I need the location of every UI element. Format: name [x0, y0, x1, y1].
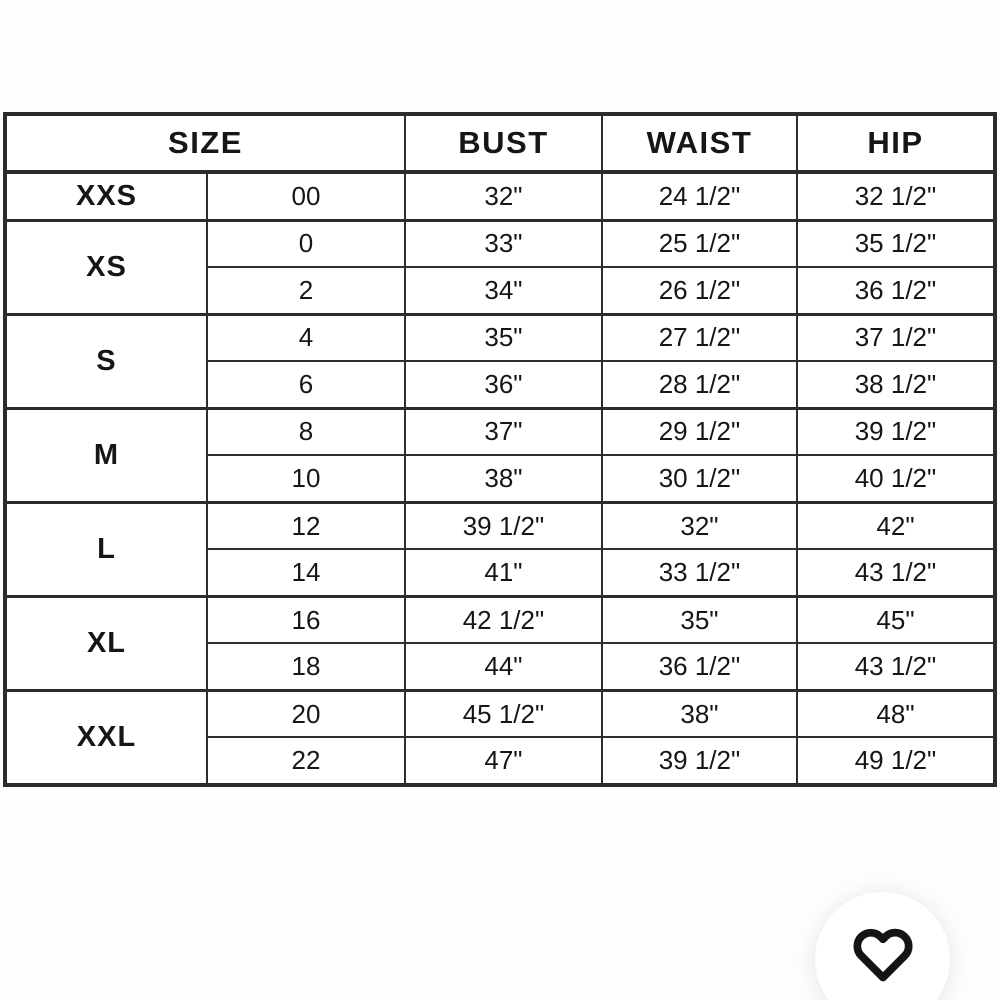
cell-hip: 37 1/2"	[797, 314, 995, 361]
heart-icon	[852, 924, 914, 986]
cell-size-number: 10	[207, 455, 405, 502]
size-row-m-8	[5, 408, 995, 455]
column-header-waist: WAIST	[602, 114, 797, 172]
cell-hip: 42"	[797, 502, 995, 549]
cell-bust: 34"	[405, 267, 602, 314]
cell-bust: 42 1/2"	[405, 596, 602, 643]
cell-waist: 27 1/2"	[602, 314, 797, 361]
cell-waist: 38"	[602, 690, 797, 737]
cell-bust: 38"	[405, 455, 602, 502]
cell-hip: 38 1/2"	[797, 361, 995, 408]
size-row-xxl-20	[5, 690, 995, 737]
column-header-hip: HIP	[797, 114, 995, 172]
size-group-label: M	[5, 408, 207, 502]
cell-hip: 48"	[797, 690, 995, 737]
cell-bust: 33"	[405, 220, 602, 267]
column-header-size: SIZE	[5, 114, 405, 172]
cell-size-number: 20	[207, 690, 405, 737]
cell-hip: 35 1/2"	[797, 220, 995, 267]
cell-waist: 24 1/2"	[602, 172, 797, 220]
size-group-label: XL	[5, 596, 207, 690]
cell-bust: 36"	[405, 361, 602, 408]
cell-hip: 32 1/2"	[797, 172, 995, 220]
size-group-label: L	[5, 502, 207, 596]
cell-size-number: 18	[207, 643, 405, 690]
cell-size-number: 8	[207, 408, 405, 455]
cell-size-number: 6	[207, 361, 405, 408]
cell-size-number: 16	[207, 596, 405, 643]
cell-waist: 29 1/2"	[602, 408, 797, 455]
cell-size-number: 4	[207, 314, 405, 361]
size-group-label: XXL	[5, 690, 207, 785]
cell-waist: 36 1/2"	[602, 643, 797, 690]
cell-size-number: 14	[207, 549, 405, 596]
favorite-button[interactable]	[815, 892, 950, 1000]
cell-waist: 32"	[602, 502, 797, 549]
cell-bust: 44"	[405, 643, 602, 690]
cell-waist: 33 1/2"	[602, 549, 797, 596]
cell-bust: 41"	[405, 549, 602, 596]
cell-waist: 28 1/2"	[602, 361, 797, 408]
cell-size-number: 12	[207, 502, 405, 549]
size-chart-header-row	[5, 114, 995, 172]
column-header-bust: BUST	[405, 114, 602, 172]
size-row-xl-16	[5, 596, 995, 643]
cell-hip: 49 1/2"	[797, 737, 995, 785]
size-group-label: S	[5, 314, 207, 408]
cell-bust: 47"	[405, 737, 602, 785]
cell-hip: 39 1/2"	[797, 408, 995, 455]
cell-size-number: 2	[207, 267, 405, 314]
cell-bust: 45 1/2"	[405, 690, 602, 737]
cell-hip: 43 1/2"	[797, 643, 995, 690]
cell-size-number: 22	[207, 737, 405, 785]
size-group-label: XS	[5, 220, 207, 314]
cell-hip: 45"	[797, 596, 995, 643]
cell-waist: 26 1/2"	[602, 267, 797, 314]
cell-waist: 35"	[602, 596, 797, 643]
size-row-xxs-00	[5, 172, 995, 220]
cell-size-number: 00	[207, 172, 405, 220]
size-chart-table	[3, 112, 997, 787]
cell-hip: 43 1/2"	[797, 549, 995, 596]
cell-waist: 30 1/2"	[602, 455, 797, 502]
size-group-label: XXS	[5, 172, 207, 220]
cell-bust: 32"	[405, 172, 602, 220]
cell-waist: 39 1/2"	[602, 737, 797, 785]
cell-hip: 40 1/2"	[797, 455, 995, 502]
cell-waist: 25 1/2"	[602, 220, 797, 267]
cell-size-number: 0	[207, 220, 405, 267]
size-row-l-12	[5, 502, 995, 549]
cell-bust: 37"	[405, 408, 602, 455]
size-row-xs-0	[5, 220, 995, 267]
cell-hip: 36 1/2"	[797, 267, 995, 314]
cell-bust: 39 1/2"	[405, 502, 602, 549]
cell-bust: 35"	[405, 314, 602, 361]
size-row-s-4	[5, 314, 995, 361]
